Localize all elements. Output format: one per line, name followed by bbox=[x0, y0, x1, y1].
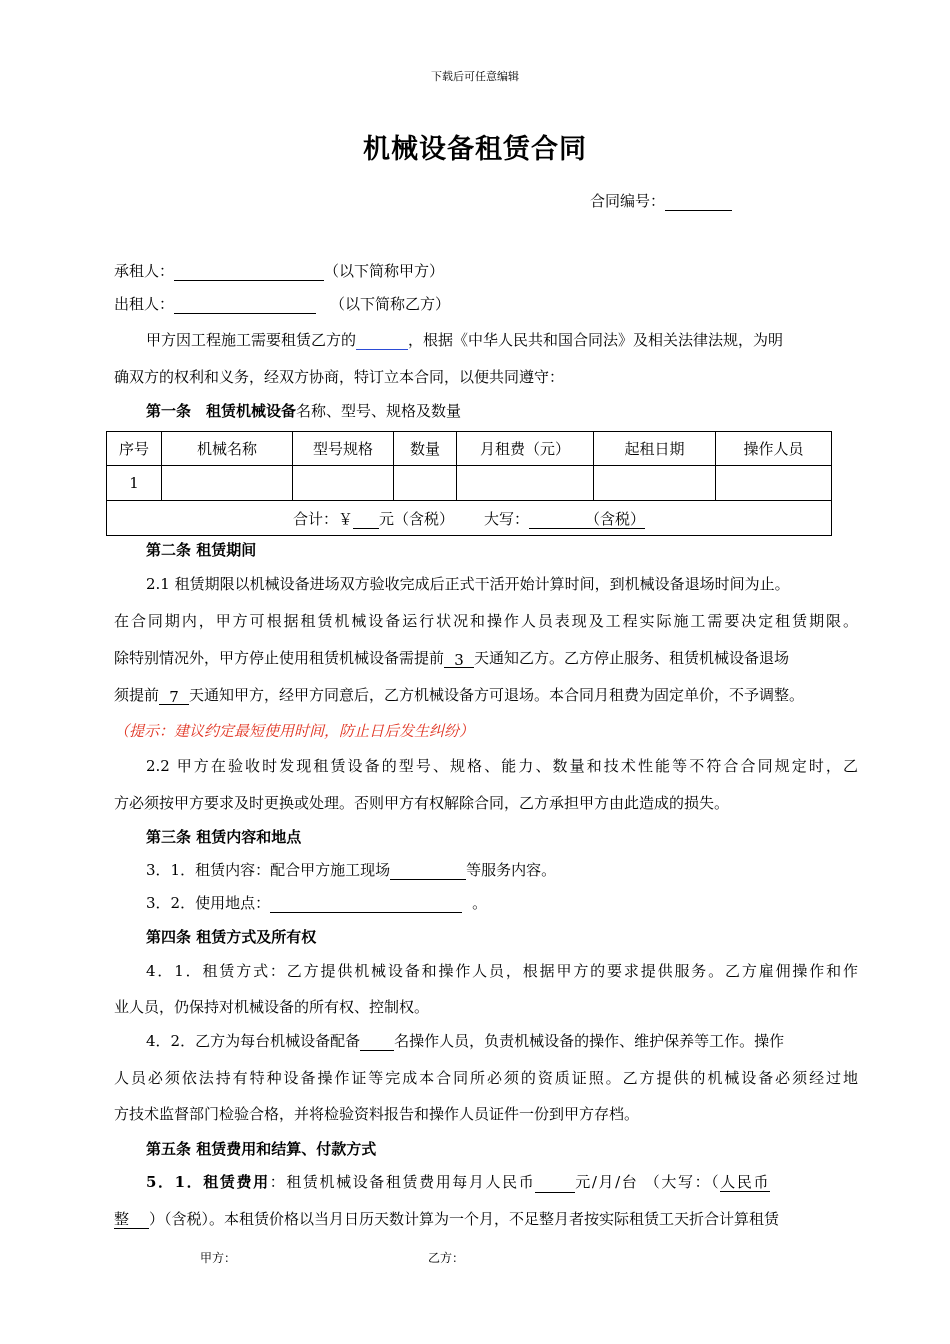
lessor-label: 出租人： bbox=[114, 295, 175, 313]
operators-count-blank[interactable] bbox=[360, 1033, 394, 1051]
tip-note: （提示：建议约定最短使用时间，防止日后发生纠纷） bbox=[114, 722, 475, 740]
article3-p2 bbox=[146, 893, 487, 913]
article2-p2-line2: 方必须按甲方要求及时更换或处理。否则甲方有权解除合同，乙方承担甲方由此造成的损失。 bbox=[114, 794, 730, 812]
equipment-blank[interactable] bbox=[356, 332, 408, 350]
intro-line-2: 确双方的权利和义务，经双方协商，特订立本合同，以便共同遵守： bbox=[114, 368, 565, 386]
notice-days-party-a[interactable]: 3 bbox=[444, 650, 474, 668]
amount-in-words-blank[interactable] bbox=[114, 1210, 149, 1229]
operators-text-a: 4．2．乙方为每台机械设备配备 bbox=[146, 1032, 361, 1050]
total-label: 合计：￥ bbox=[292, 509, 353, 528]
table-header-cell: 月租费（元） bbox=[457, 432, 594, 466]
article2-p2-line1: 2.2 甲方在验收时发现租赁设备的型号、规格、能力、数量和技术性能等不符合合同规定时，乙 bbox=[146, 757, 858, 775]
header-note: 下载后可任意编辑 bbox=[431, 70, 519, 83]
article4-p2-line1 bbox=[146, 1031, 858, 1051]
table-cell[interactable] bbox=[162, 466, 293, 501]
lessee-suffix: （以下简称甲方） bbox=[324, 262, 445, 280]
article2-p1-line4 bbox=[114, 685, 804, 705]
rental-content-suffix: 等服务内容。 bbox=[466, 861, 557, 879]
table-header-cell: 起租日期 bbox=[594, 432, 716, 466]
rental-fee-label: 5．1．租赁费用 bbox=[146, 1173, 270, 1191]
article4-p1-line2: 业人员，仍保持对机械设备的所有权、控制权。 bbox=[114, 998, 430, 1016]
table-header-cell: 型号规格 bbox=[293, 432, 394, 466]
rental-fee-text-2: ）（含税）。本租赁价格以当月日历天数计算为一个月，不足整月者按实际租赁工天折合计算租赁 bbox=[149, 1210, 780, 1228]
intro-part1: 甲方因工程施工需要租赁乙方的 bbox=[146, 331, 357, 349]
table-total-row bbox=[107, 501, 832, 536]
contract-number-blank[interactable] bbox=[665, 193, 732, 211]
table-cell[interactable] bbox=[394, 466, 457, 501]
table-cell[interactable]: 1 bbox=[107, 466, 162, 501]
table-header-cell: 机械名称 bbox=[162, 432, 293, 466]
party-b-signature: 乙方： bbox=[428, 1251, 465, 1265]
intro-line-1 bbox=[146, 330, 783, 350]
article4-p2-line2: 人员必须依法持有特种设备操作证等完成本合同所必须的资质证照。乙方提供的机械设备必须经过地 bbox=[114, 1069, 858, 1087]
lessee-blank[interactable] bbox=[174, 263, 324, 281]
daxie-blank[interactable] bbox=[529, 510, 645, 529]
table-total-cell bbox=[107, 501, 832, 536]
lessor-line bbox=[114, 294, 450, 314]
daxie-label: 大写： bbox=[484, 509, 530, 528]
rmb-label: 人民币 bbox=[720, 1173, 771, 1191]
article5-p1-line2 bbox=[114, 1209, 779, 1229]
article3-title: 第三条 租赁内容和地点 bbox=[146, 828, 302, 846]
equipment-table bbox=[106, 431, 832, 536]
lessor-blank[interactable] bbox=[174, 296, 316, 314]
table-header-row bbox=[107, 432, 832, 466]
table-cell[interactable] bbox=[716, 466, 832, 501]
notice-text-a: 除特别情况外，甲方停止使用租赁机械设备需提前 bbox=[114, 649, 445, 667]
intro-part2: ，根据《中华人民共和国合同法》及相关法律法规，为明 bbox=[408, 331, 784, 349]
location-blank[interactable] bbox=[270, 895, 462, 913]
article2-p1-line1: 2.1 租赁期限以机械设备进场双方验收完成后正式干活开始计算时间，到机械设备退场时间为止。 bbox=[146, 575, 790, 593]
zheng-label: 整 bbox=[114, 1210, 130, 1228]
lessee-line bbox=[114, 261, 444, 281]
total-unit: 元（含税） bbox=[378, 509, 454, 528]
total-amount-blank[interactable] bbox=[353, 513, 379, 529]
article5-title: 第五条 租赁费用和结算、付款方式 bbox=[146, 1140, 377, 1158]
notice-text-c: 须提前 bbox=[114, 686, 160, 704]
location-label: 3．2．使用地点： bbox=[146, 894, 271, 912]
article2-title: 第二条 租赁期间 bbox=[146, 541, 257, 559]
table-header-cell: 序号 bbox=[107, 432, 162, 466]
contract-number bbox=[590, 191, 732, 211]
party-a-signature: 甲方： bbox=[200, 1251, 237, 1265]
table-cell[interactable] bbox=[594, 466, 716, 501]
notice-text-d: 天通知甲方，经甲方同意后，乙方机械设备方可退场。本合同月租费为固定单价，不予调整。 bbox=[189, 686, 805, 704]
table-row bbox=[107, 466, 832, 501]
article1-heading bbox=[146, 401, 461, 421]
rental-content-label: 3．1．租赁内容：配合甲方施工现场 bbox=[146, 861, 391, 879]
page-title: 机械设备租赁合同 bbox=[363, 134, 587, 165]
notice-text-b: 天通知乙方。乙方停止服务、租赁机械设备退场 bbox=[474, 649, 790, 667]
rental-content-blank[interactable] bbox=[390, 862, 466, 880]
location-suffix: 。 bbox=[472, 894, 488, 912]
table-header-cell: 数量 bbox=[394, 432, 457, 466]
article4-title: 第四条 租赁方式及所有权 bbox=[146, 928, 317, 946]
article5-p1-line1 bbox=[146, 1172, 770, 1193]
contract-number-label: 合同编号： bbox=[590, 192, 666, 210]
article2-p1-line2: 在合同期内，甲方可根据租赁机械设备运行状况和操作人员表现及工程实际施工需要决定租赁期限。 bbox=[114, 612, 858, 630]
notice-days-party-b[interactable]: 7 bbox=[159, 687, 189, 705]
rental-fee-unit: 元/月/台 （大写：（ bbox=[575, 1173, 721, 1191]
table-cell[interactable] bbox=[457, 466, 594, 501]
rental-fee-text: ：租赁机械设备租赁费用每月人民币 bbox=[269, 1173, 536, 1191]
lessor-suffix: （以下简称乙方） bbox=[330, 295, 451, 313]
monthly-fee-blank[interactable] bbox=[535, 1175, 575, 1193]
article4-p2-line3: 方技术监督部门检验合格，并将检验资料报告和操作人员证件一份到甲方存档。 bbox=[114, 1105, 640, 1123]
table-header-cell: 操作人员 bbox=[716, 432, 832, 466]
table-cell[interactable] bbox=[293, 466, 394, 501]
daxie-suffix: （含税） bbox=[585, 509, 646, 528]
operators-text-b: 名操作人员，负责机械设备的操作、维护保养等工作。操作 bbox=[394, 1032, 785, 1050]
article2-p1-line3 bbox=[114, 648, 789, 668]
article1-title: 第一条 租赁机械设备 bbox=[146, 402, 297, 420]
article1-rest: 名称、型号、规格及数量 bbox=[296, 402, 462, 420]
article4-p1-line1: 4．1．租赁方式：乙方提供机械设备和操作人员，根据甲方的要求提供服务。乙方雇佣操作和作 bbox=[146, 962, 858, 980]
article3-p1 bbox=[146, 860, 556, 880]
lessee-label: 承租人： bbox=[114, 262, 175, 280]
